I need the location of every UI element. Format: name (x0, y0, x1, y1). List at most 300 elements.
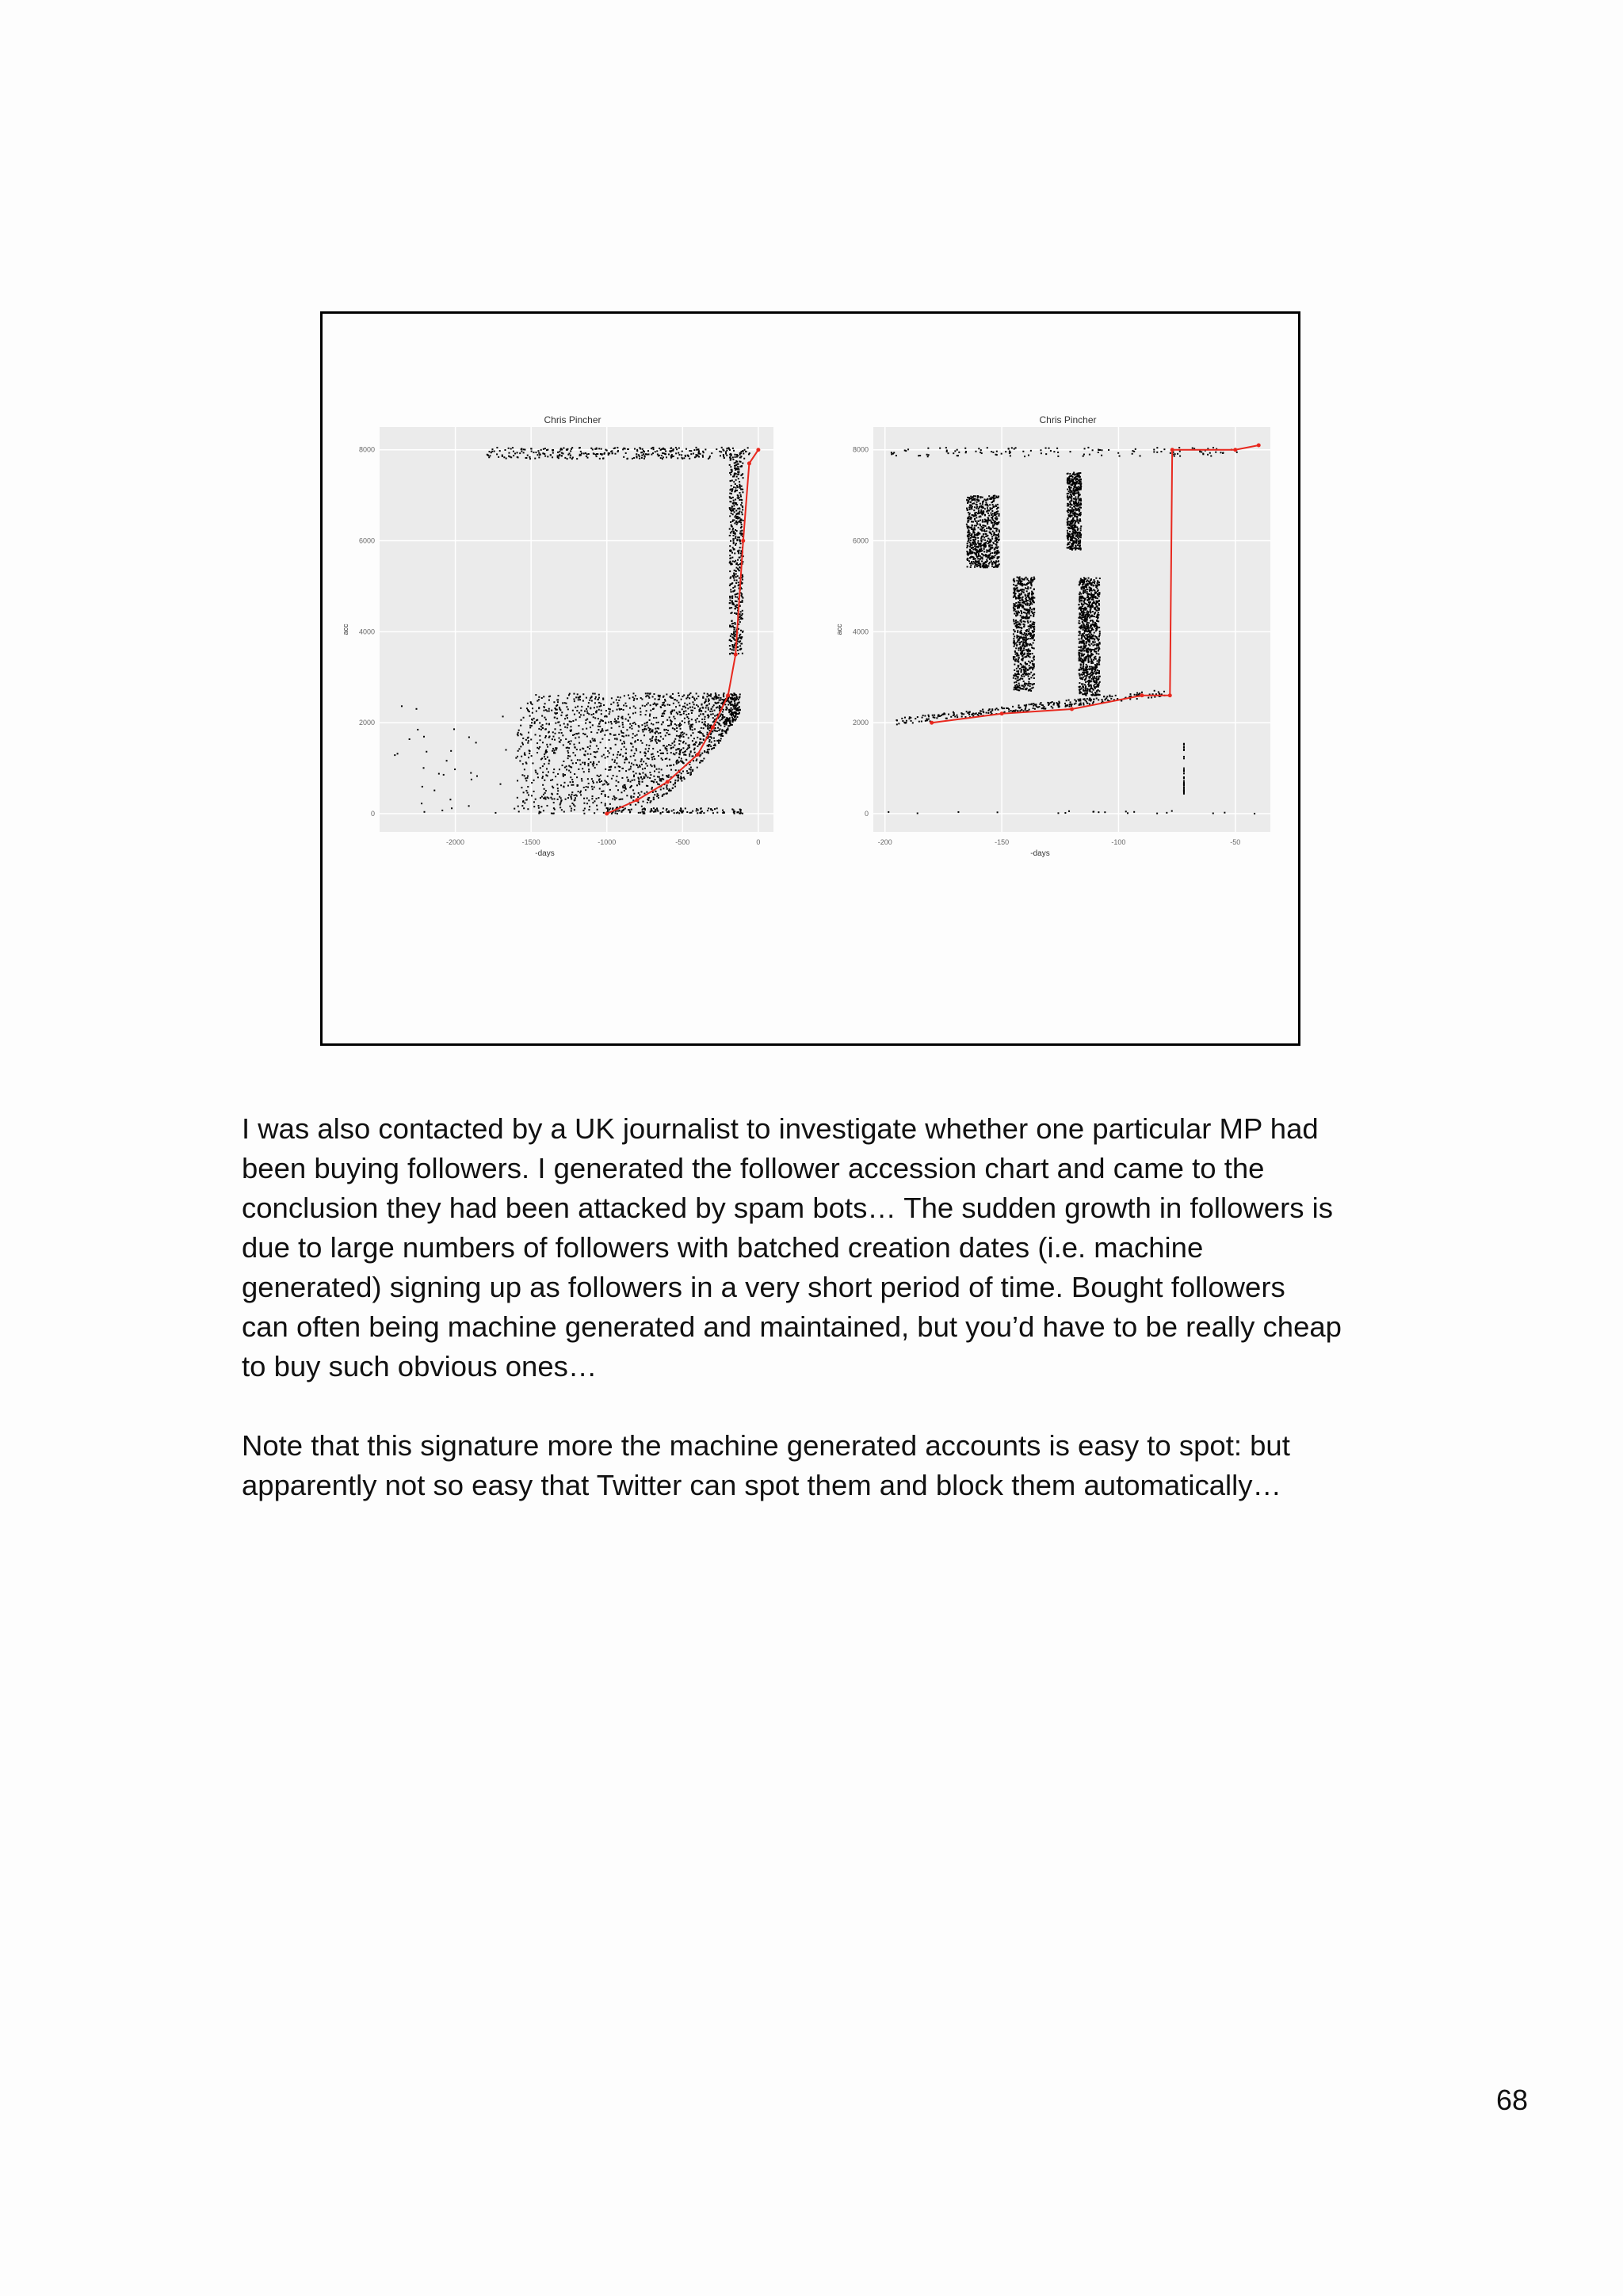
data-point (1027, 622, 1029, 624)
data-point (635, 712, 636, 714)
data-point (741, 524, 743, 525)
data-point (674, 745, 675, 746)
data-point (633, 700, 635, 701)
data-point (566, 769, 567, 770)
data-point (638, 780, 640, 782)
data-point (733, 531, 735, 532)
data-point (989, 559, 991, 560)
data-point (682, 696, 683, 697)
data-point (739, 634, 741, 635)
data-point (537, 776, 539, 778)
data-point (1030, 579, 1032, 581)
data-point (995, 564, 996, 566)
data-point (739, 517, 740, 519)
data-point (582, 700, 584, 702)
data-point (735, 634, 736, 635)
data-point (625, 753, 627, 754)
data-point (441, 810, 443, 811)
data-point (1014, 685, 1016, 686)
data-point (982, 565, 983, 566)
data-point (629, 716, 631, 718)
data-point (1082, 674, 1083, 676)
data-point (548, 696, 550, 697)
data-point (694, 752, 696, 753)
data-point (732, 456, 734, 458)
data-point (1156, 452, 1158, 453)
data-point (1018, 655, 1019, 657)
data-point (517, 734, 519, 736)
data-point (544, 758, 546, 760)
data-point (705, 721, 706, 723)
data-point (578, 725, 579, 727)
data-point (715, 695, 716, 696)
data-point (609, 711, 610, 713)
data-point (605, 747, 606, 749)
data-point (701, 742, 703, 743)
data-point (1078, 522, 1079, 524)
data-point (614, 766, 616, 768)
data-point (742, 509, 743, 511)
data-point (690, 751, 692, 753)
data-point (1018, 607, 1020, 608)
data-point (582, 733, 584, 734)
data-point (1025, 599, 1027, 601)
data-point (735, 537, 736, 539)
data-point (992, 558, 994, 559)
data-point (677, 760, 678, 761)
data-point (730, 474, 731, 475)
data-point (731, 552, 733, 554)
data-point (625, 719, 627, 720)
data-point (655, 704, 657, 705)
data-point (1075, 478, 1076, 479)
data-point (729, 721, 731, 723)
data-point (1029, 644, 1031, 646)
data-point (1074, 537, 1075, 539)
data-point (973, 541, 975, 543)
data-point (1215, 452, 1216, 453)
data-point (1023, 644, 1025, 646)
data-point (997, 558, 999, 559)
data-point (446, 760, 448, 761)
data-point (970, 517, 972, 519)
data-point (734, 570, 735, 571)
data-point (496, 453, 498, 455)
data-point (653, 756, 655, 757)
data-point (539, 722, 540, 723)
data-point (1073, 514, 1075, 516)
data-point (567, 797, 569, 799)
data-point (1013, 677, 1014, 679)
data-point (987, 513, 989, 514)
data-point (693, 704, 695, 705)
data-point (731, 597, 733, 599)
data-point (1080, 481, 1082, 482)
data-point (636, 453, 637, 455)
data-point (1067, 489, 1068, 490)
data-point (612, 798, 613, 799)
data-point (626, 758, 628, 760)
data-point (979, 506, 980, 508)
data-point (708, 703, 710, 704)
data-point (552, 449, 554, 451)
data-point (572, 734, 574, 736)
data-point (631, 749, 632, 751)
data-point (597, 775, 598, 776)
data-point (653, 807, 655, 809)
data-point (733, 486, 735, 488)
data-point (694, 748, 696, 749)
data-point (981, 553, 983, 555)
data-point (649, 738, 651, 740)
data-point (1174, 456, 1175, 457)
data-point (594, 787, 595, 788)
data-point (1023, 634, 1025, 635)
data-point (1028, 611, 1029, 612)
data-point (953, 452, 954, 454)
data-point (971, 507, 972, 509)
data-point (1029, 638, 1031, 639)
data-point (600, 703, 601, 704)
data-point (1050, 450, 1052, 452)
data-point (1015, 602, 1017, 604)
data-point (722, 735, 724, 737)
data-point (732, 513, 734, 515)
data-point (544, 756, 545, 757)
data-point (991, 538, 993, 540)
data-point (644, 752, 646, 753)
data-point (623, 709, 624, 711)
data-point (693, 760, 694, 761)
data-point (731, 479, 733, 481)
data-point (567, 742, 569, 743)
data-point (1028, 582, 1029, 584)
data-point (1033, 643, 1034, 644)
data-point (623, 736, 624, 738)
data-point (1068, 476, 1070, 478)
data-point (739, 810, 741, 812)
data-point (1028, 653, 1029, 654)
data-point (1045, 453, 1047, 455)
data-point (613, 761, 615, 763)
data-point (591, 786, 593, 788)
data-point (1025, 646, 1026, 647)
data-point (491, 448, 493, 450)
data-point (1010, 452, 1011, 453)
data-point (1017, 660, 1018, 662)
data-point (624, 786, 626, 788)
data-point (682, 762, 684, 764)
data-point (564, 774, 566, 776)
data-point (1014, 581, 1015, 582)
data-point (682, 747, 684, 749)
data-point (970, 496, 972, 498)
data-point (1013, 579, 1014, 581)
data-point (526, 707, 528, 709)
data-point (1032, 663, 1033, 665)
data-point (584, 808, 586, 810)
data-point (524, 769, 525, 770)
data-point (535, 694, 537, 696)
data-point (704, 692, 705, 694)
data-point (554, 798, 556, 799)
data-point (716, 740, 718, 742)
data-point (1033, 597, 1035, 599)
chart-2 (835, 414, 1270, 858)
data-point (991, 518, 993, 520)
data-point (697, 718, 698, 719)
data-point (729, 600, 731, 601)
data-point (626, 458, 628, 460)
data-point (640, 714, 641, 715)
data-point (966, 508, 968, 509)
data-point (1024, 617, 1025, 619)
data-point (423, 767, 425, 769)
data-point (967, 509, 968, 510)
data-point (1032, 601, 1033, 602)
data-point (974, 528, 976, 530)
data-point (722, 711, 724, 712)
data-point (650, 710, 651, 711)
data-point (559, 742, 561, 743)
data-point (974, 533, 976, 535)
data-point (654, 765, 655, 766)
data-point (1140, 455, 1141, 456)
data-point (660, 457, 662, 459)
data-point (650, 704, 651, 706)
data-point (732, 698, 734, 700)
data-point (651, 454, 652, 456)
data-point (728, 447, 730, 448)
data-point (588, 809, 590, 810)
data-point (558, 738, 559, 739)
data-point (571, 779, 573, 780)
data-point (1001, 453, 1002, 455)
data-point (678, 748, 680, 749)
data-point (710, 809, 712, 810)
data-point (742, 610, 743, 612)
data-point (713, 747, 715, 749)
data-point (977, 540, 979, 542)
data-point (967, 543, 968, 544)
data-point (541, 715, 543, 717)
data-point (572, 781, 574, 783)
data-point (689, 697, 690, 699)
data-point (488, 456, 490, 458)
data-point (529, 753, 530, 754)
data-point (735, 709, 737, 711)
data-point (999, 563, 1000, 565)
data-point (1018, 672, 1019, 673)
data-point (601, 791, 603, 792)
data-point (723, 692, 724, 694)
data-point (988, 551, 990, 552)
data-point (741, 636, 743, 638)
data-point (705, 707, 707, 708)
data-point (1015, 647, 1017, 649)
data-point (532, 762, 533, 764)
data-point (735, 483, 736, 485)
data-point (609, 789, 611, 791)
data-point (712, 810, 713, 811)
data-point (999, 556, 1000, 558)
data-point (631, 725, 632, 727)
data-point (734, 490, 735, 492)
follower-accession-charts (323, 314, 1298, 1043)
data-point (727, 725, 729, 727)
data-point (614, 453, 616, 455)
data-point (735, 460, 737, 462)
data-point (1067, 530, 1068, 532)
data-point (1079, 593, 1080, 595)
data-point (730, 635, 731, 637)
data-point (650, 728, 651, 730)
data-point (1015, 447, 1017, 448)
data-point (983, 524, 985, 526)
data-point (581, 452, 582, 454)
data-point (552, 799, 553, 800)
data-point (701, 704, 703, 705)
data-point (1014, 673, 1016, 675)
data-point (594, 693, 596, 695)
data-point (628, 694, 629, 696)
data-point (724, 811, 725, 813)
data-point (605, 769, 606, 770)
data-point (1067, 503, 1069, 505)
data-point (740, 638, 742, 639)
data-point (625, 749, 627, 750)
data-point (598, 699, 599, 700)
data-point (1018, 657, 1019, 658)
data-point (733, 540, 735, 542)
data-point (1015, 622, 1017, 624)
data-point (975, 560, 976, 562)
data-point (657, 784, 659, 785)
data-point (968, 534, 970, 536)
data-point (742, 600, 743, 601)
data-point (715, 692, 716, 694)
data-point (1024, 637, 1025, 639)
data-point (1092, 611, 1094, 612)
data-point (527, 786, 529, 788)
data-point (679, 810, 681, 811)
data-point (632, 746, 634, 748)
data-point (680, 776, 682, 777)
data-point (742, 601, 743, 603)
data-point (621, 799, 623, 800)
data-point (531, 795, 533, 796)
data-point (737, 646, 739, 647)
data-point (653, 811, 655, 813)
data-point (655, 733, 656, 734)
data-point (415, 708, 417, 710)
data-point (537, 747, 538, 749)
data-point (685, 734, 687, 735)
data-point (983, 551, 985, 552)
data-point (1075, 520, 1076, 521)
data-point (1022, 652, 1023, 654)
data-point (907, 448, 909, 450)
red-series-point (756, 448, 760, 452)
data-point (640, 448, 641, 449)
data-point (598, 726, 599, 727)
data-point (570, 781, 571, 783)
data-point (1023, 670, 1025, 672)
data-point (980, 449, 982, 451)
data-point (893, 452, 895, 453)
data-point (578, 699, 579, 700)
data-point (423, 736, 425, 738)
data-point (1025, 584, 1026, 585)
data-point (575, 797, 576, 799)
data-point (732, 528, 734, 529)
data-point (707, 751, 708, 753)
data-point (528, 732, 529, 734)
data-point (556, 747, 558, 749)
data-point (630, 756, 632, 757)
data-point (617, 810, 619, 812)
data-point (739, 520, 741, 521)
data-point (739, 641, 740, 643)
data-point (985, 500, 987, 502)
data-point (732, 459, 734, 460)
data-point (567, 717, 568, 719)
data-point (708, 698, 709, 700)
data-point (660, 780, 662, 782)
data-point (553, 769, 555, 770)
data-point (733, 706, 735, 707)
data-point (540, 726, 542, 727)
data-point (559, 807, 561, 808)
data-point (1019, 643, 1021, 645)
data-point (605, 803, 606, 805)
data-point (438, 773, 440, 775)
data-point (1071, 487, 1072, 489)
data-point (1076, 475, 1078, 477)
data-point (734, 813, 735, 814)
data-point (729, 561, 731, 563)
data-point (621, 732, 623, 734)
data-point (626, 776, 628, 778)
data-point (688, 718, 689, 719)
data-point (647, 802, 648, 803)
data-point (731, 709, 733, 711)
data-point (663, 807, 664, 809)
data-point (513, 451, 514, 452)
data-point (633, 457, 635, 459)
data-point (739, 621, 741, 623)
data-point (558, 721, 559, 723)
data-point (571, 808, 572, 810)
data-point (426, 751, 427, 753)
data-point (712, 713, 714, 715)
data-point (628, 448, 629, 450)
data-point (1013, 629, 1014, 631)
data-point (636, 749, 637, 751)
data-point (594, 800, 595, 802)
data-point (1019, 647, 1021, 649)
data-point (735, 711, 736, 713)
data-point (700, 808, 701, 810)
data-point (630, 804, 632, 806)
data-point (1029, 597, 1030, 599)
data-point (997, 513, 999, 514)
data-point (716, 703, 717, 704)
data-point (601, 448, 602, 450)
data-point (1080, 593, 1082, 595)
data-point (998, 515, 999, 517)
data-point (968, 498, 970, 499)
